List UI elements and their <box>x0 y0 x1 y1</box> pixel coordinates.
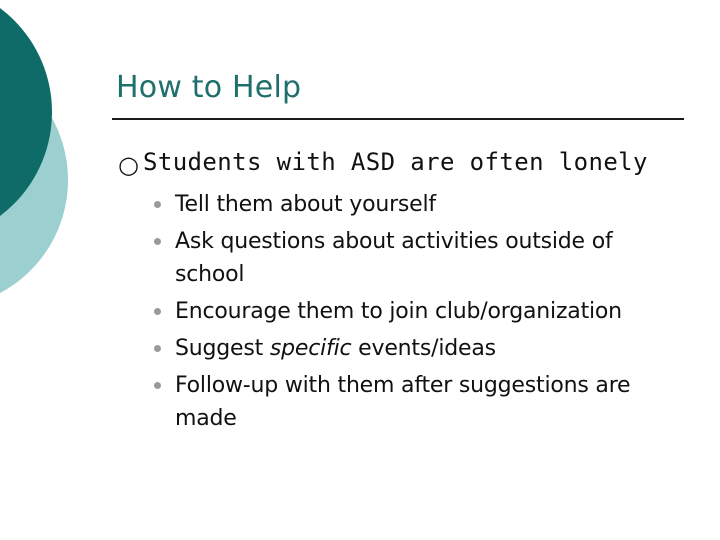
decorative-circles <box>0 0 120 300</box>
slide-title: How to Help <box>116 70 302 105</box>
sub-point-text <box>175 332 680 365</box>
emphasized-word: specific <box>269 336 352 361</box>
main-point: Students with ASD are often lonely <box>143 148 648 176</box>
sub-point-text: Tell them about yourself <box>175 192 436 217</box>
bullet-icon <box>154 382 161 389</box>
sub-point-text-post: events/ideas <box>351 336 496 361</box>
sub-point-text: Ask questions about activities outside of school <box>175 229 613 287</box>
title-underline <box>112 118 684 120</box>
sub-point <box>150 295 680 328</box>
sub-point <box>150 332 680 365</box>
bullet-icon <box>154 308 161 315</box>
sub-point <box>150 188 680 221</box>
sub-point-text-pre: Suggest <box>175 336 270 361</box>
sub-point-text: Encourage them to join club/organization <box>175 299 622 324</box>
bullet-icon <box>154 345 161 352</box>
sub-point <box>150 225 680 291</box>
sub-point-text: Follow-up with them after suggestions are made <box>175 373 631 431</box>
sub-point-list <box>150 188 680 439</box>
bullet-icon <box>154 201 161 208</box>
main-bullet-icon: ○ <box>118 151 139 179</box>
sub-point <box>150 369 680 435</box>
bullet-icon <box>154 238 161 245</box>
